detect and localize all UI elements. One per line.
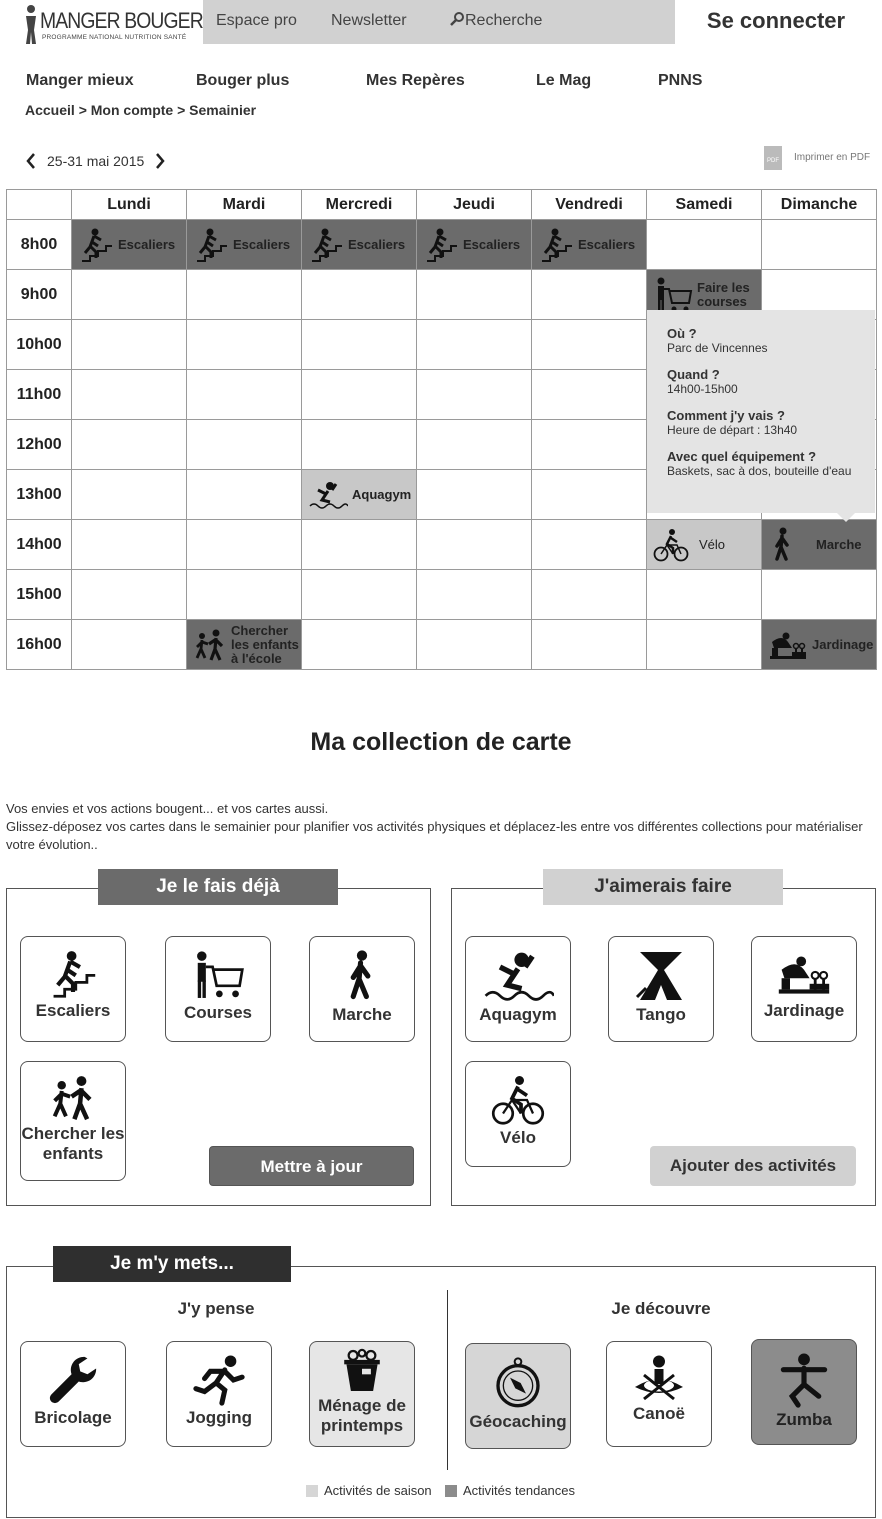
card-geocaching[interactable] [465,1343,571,1449]
tooltip-where-value: Parc de Vincennes [667,341,768,355]
planner-cell[interactable] [532,320,647,370]
card-label: Canoë [633,1404,685,1423]
card-marche[interactable] [309,936,415,1042]
legend-season [306,1483,432,1498]
planner-row [7,520,877,570]
day-header: Jeudi [417,190,532,220]
planner-cell[interactable] [417,270,532,320]
event-label: Marche [816,536,862,552]
planner-cell[interactable] [302,270,417,320]
planner-cell[interactable] [647,570,762,620]
logo-brand: MANGER BOUGER [40,8,203,33]
card-label: Jardinage [763,1001,845,1020]
search-label: Recherche [465,12,543,29]
day-header: Mercredi [302,190,417,220]
aimerais-title: J'aimerais faire [543,869,783,905]
shopping-cart-icon [653,277,693,313]
mets-title: Je m'y mets... [53,1246,291,1282]
planner-row [7,620,877,670]
search-link[interactable] [449,12,542,30]
planner-cell[interactable] [417,320,532,370]
planner-cell[interactable] [417,520,532,570]
shopping-cart-icon [191,949,245,1001]
login-button[interactable]: Se connecter [675,0,877,44]
hour-label: 14h00 [7,520,72,570]
legend-trend [445,1483,575,1498]
stairs-icon [308,227,344,263]
planner-cell[interactable] [532,570,647,620]
event-escaliers[interactable] [532,220,646,269]
event-label: Faire les courses [697,279,750,309]
day-header: Dimanche [762,190,877,220]
planner-cell[interactable] [72,220,187,270]
planner-cell[interactable] [302,420,417,470]
card-label: Escaliers [35,1001,111,1020]
tango-icon [631,949,691,1003]
card-escaliers[interactable] [20,936,126,1042]
event-label: Escaliers [463,236,521,252]
card-label: Chercher les enfants [21,1124,125,1163]
planner-cell[interactable] [647,620,762,670]
tooltip-when-value: 14h00-15h00 [667,382,738,396]
planner-cell[interactable] [302,370,417,420]
planner-cell[interactable] [417,570,532,620]
nav-le-mag[interactable]: Le Mag [536,72,592,89]
search-icon [449,12,465,26]
card-label: Marche [332,1005,392,1024]
intro-line-2: Glissez-déposez vos cartes dans le semainier pour planifier vos activités physiques et déplacez-les entre vos différentes collections pour matérialiser votre évolution.. [6,819,863,852]
planner-cell[interactable] [302,220,417,270]
tooltip-how-value: Heure de départ : 13h40 [667,423,798,437]
planner-cell[interactable] [187,270,302,320]
planner-cell[interactable] [417,470,532,520]
planner-cell[interactable] [187,520,302,570]
nav-pnns[interactable]: PNNS [658,72,703,89]
hour-label: 13h00 [7,470,72,520]
nav-bouger-plus[interactable]: Bouger plus [196,72,290,89]
planner-cell[interactable] [532,520,647,570]
espace-pro-link[interactable]: Espace pro [216,12,297,29]
event-escaliers[interactable] [187,220,301,269]
planner-cell[interactable] [72,620,187,670]
planner-cell[interactable] [187,320,302,370]
pdf-icon: PDF [764,146,782,170]
tooltip-how-label: Comment j'y vais ? [667,408,785,423]
planner-cell[interactable] [532,270,647,320]
event-escaliers[interactable] [302,220,416,269]
print-pdf-label: Imprimer en PDF [794,152,871,163]
canoe-icon [629,1354,689,1402]
card-aquagym[interactable] [465,936,571,1042]
event-tooltip [647,310,875,513]
planner-cell[interactable] [417,370,532,420]
card-jogging[interactable] [166,1341,272,1447]
event-label: Escaliers [233,236,291,252]
card-label: Zumba [776,1410,832,1429]
legend-label: Activités de saison [324,1483,432,1498]
hour-label: 15h00 [7,570,72,620]
event-velo[interactable] [647,520,761,569]
planner-cell[interactable] [72,370,187,420]
tooltip-equipment-label: Avec quel équipement ? [667,449,817,464]
site-logo[interactable] [22,4,203,44]
legend-swatch [306,1485,318,1497]
tooltip-arrow [836,512,856,522]
running-icon [193,1354,245,1406]
card-menage[interactable] [309,1341,415,1447]
planner-cell[interactable] [762,520,877,570]
week-range: 25-31 mai 2015 [47,153,145,169]
planner-cell[interactable] [647,220,762,270]
card-tango[interactable] [608,936,714,1042]
walking-icon [340,949,384,1003]
mets-divider [447,1290,448,1470]
top-bar [203,0,675,44]
event-marche[interactable] [762,520,876,569]
hour-label: 10h00 [7,320,72,370]
planner-cell[interactable] [762,220,877,270]
planner-cell[interactable] [417,620,532,670]
day-header: Vendredi [532,190,647,220]
planner-cell[interactable] [647,520,762,570]
planner-cell[interactable] [417,420,532,470]
card-enfants[interactable] [20,1061,126,1181]
planner-cell[interactable] [72,270,187,320]
corner-cell [7,190,72,220]
hour-label: 16h00 [7,620,72,670]
aquagym-icon [308,480,348,510]
event-label: Escaliers [348,236,406,252]
planner-cell[interactable] [532,620,647,670]
event-escaliers[interactable] [72,220,186,269]
planner-cell[interactable] [302,620,417,670]
decouvre-title: Je découvre [611,1299,711,1318]
gardening-icon [768,630,808,660]
children-icon [193,628,227,662]
planner-row [7,570,877,620]
card-label: Tango [636,1005,686,1024]
stairs-icon [193,227,229,263]
planner-cell[interactable] [302,570,417,620]
planner-cell[interactable] [302,470,417,520]
stairs-icon [423,227,459,263]
bicycle-icon [491,1074,545,1126]
collection-title: Ma collection de carte [310,728,572,756]
planner-cell[interactable] [187,620,302,670]
hour-label: 9h00 [7,270,72,320]
children-icon [46,1074,100,1122]
planner-cell[interactable] [302,320,417,370]
planner-cell[interactable] [187,420,302,470]
day-header: Mardi [187,190,302,220]
planner-cell[interactable] [302,520,417,570]
card-label: Ménage de printemps [318,1396,406,1435]
planner-cell[interactable] [532,220,647,270]
add-activities-button[interactable]: Ajouter des activités [650,1146,856,1186]
card-bricolage[interactable] [20,1341,126,1447]
tooltip-when-label: Quand ? [667,367,720,382]
planner-cell[interactable] [762,570,877,620]
cleaning-bucket-icon [342,1348,382,1394]
planner-cell[interactable] [532,470,647,520]
wrench-icon [47,1354,99,1406]
planner-row [7,220,877,270]
card-label: Géocaching [469,1412,567,1431]
next-week-icon[interactable] [154,152,166,170]
planner-cell[interactable] [72,320,187,370]
card-canoe[interactable] [606,1341,712,1447]
card-label: Jogging [185,1408,253,1427]
stairs-icon [78,227,114,263]
breadcrumb: Accueil > Mon compte > Semainier [25,102,257,118]
card-velo[interactable] [465,1061,571,1167]
day-header: Samedi [647,190,762,220]
event-label: Jardinage [812,636,874,652]
card-label: Bricolage [34,1408,112,1427]
planner-cell[interactable] [72,520,187,570]
card-label: Aquagym [479,1005,557,1024]
event-label: Aquagym [352,486,412,502]
planner-cell[interactable] [72,570,187,620]
legend-label: Activités tendances [463,1483,576,1498]
event-label: Escaliers [118,236,176,252]
bicycle-icon [653,528,689,562]
event-escaliers[interactable] [417,220,531,269]
prev-week-icon[interactable] [25,152,37,170]
collection-intro [6,800,878,854]
aquagym-icon [482,949,554,1003]
planner-header-row [7,190,877,220]
newsletter-link[interactable]: Newsletter [331,12,407,29]
card-zumba[interactable] [751,1339,857,1445]
intro-line-1: Vos envies et vos actions bougent... et vos cartes aussi. [6,801,329,816]
logo-figure-icon [22,4,40,44]
compass-icon [494,1356,542,1410]
planner-cell[interactable] [417,220,532,270]
tooltip-equipment-value: Baskets, sac à dos, bouteille d'eau [667,464,852,478]
planner-cell[interactable] [187,370,302,420]
planner-cell[interactable] [762,620,877,670]
stairs-icon [538,227,574,263]
nav-manger-mieux[interactable]: Manger mieux [26,72,134,89]
legend-swatch [445,1485,457,1497]
walking-icon [768,527,798,563]
planner-cell[interactable] [72,420,187,470]
nav-mes-reperes[interactable]: Mes Repères [366,72,465,89]
print-pdf-link[interactable] [764,146,870,170]
planner-cell[interactable] [532,420,647,470]
card-label: Courses [183,1003,253,1022]
planner-cell[interactable] [187,220,302,270]
hour-label: 8h00 [7,220,72,270]
planner-cell[interactable] [187,470,302,520]
event-enfants[interactable] [187,620,301,669]
event-jardinage[interactable] [762,620,876,669]
hour-label: 12h00 [7,420,72,470]
gardening-icon [776,949,832,999]
planner-cell[interactable] [187,570,302,620]
event-aquagym[interactable] [302,470,416,519]
pense-title: J'y pense [177,1299,255,1318]
week-navigator [25,150,166,172]
planner-cell[interactable] [532,370,647,420]
logo-subtitle: PROGRAMME NATIONAL NUTRITION SANTÉ [42,34,187,41]
stairs-icon [48,949,98,999]
zumba-icon [777,1352,831,1408]
update-button[interactable]: Mettre à jour [209,1146,414,1186]
card-label: Vélo [500,1128,536,1147]
hour-label: 11h00 [7,370,72,420]
card-courses[interactable] [165,936,271,1042]
event-label: Escaliers [578,236,636,252]
event-label: Vélo [699,536,726,552]
planner-cell[interactable] [72,470,187,520]
tooltip-where-label: Où ? [667,326,697,341]
card-jardinage[interactable] [751,936,857,1042]
day-header: Lundi [72,190,187,220]
event-label: Chercher les enfants à l'école [231,622,299,666]
deja-title: Je le fais déjà [98,869,338,905]
